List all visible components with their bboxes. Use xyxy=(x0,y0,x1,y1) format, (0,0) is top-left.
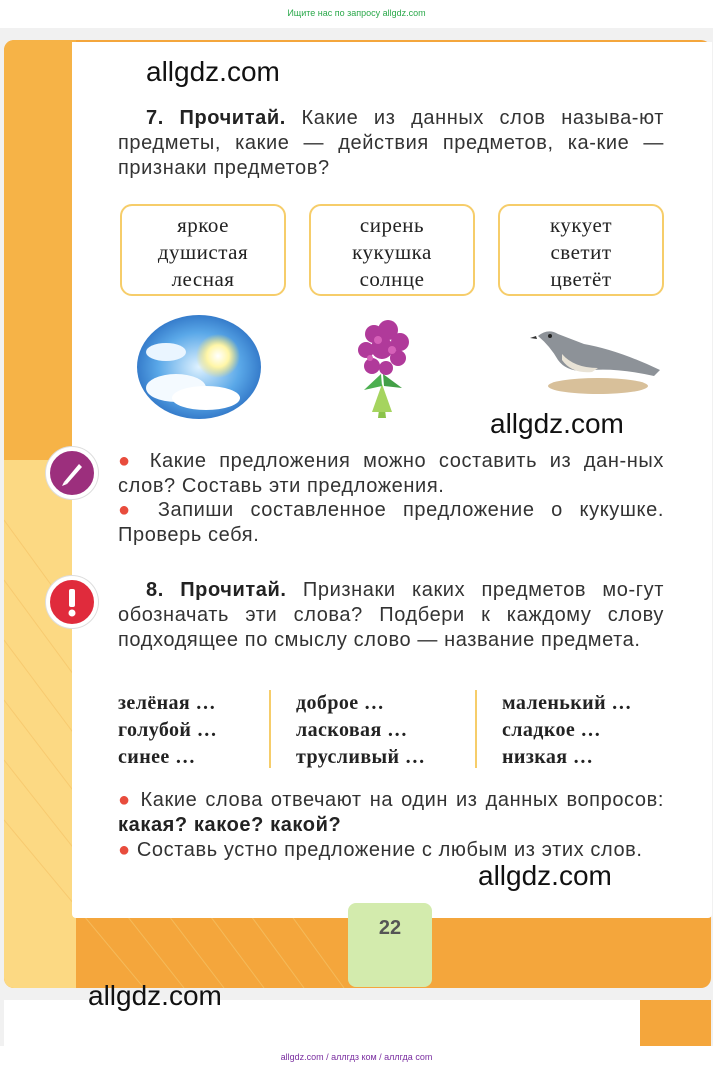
bullet-text: Какие слова отвечают на один из данных вопросов: xyxy=(140,789,664,811)
task8-question: Признаки каких предметов мо-гут обозначать эти слова? Подбери к каждому слову подходящее по смыслу слово — название предмета. xyxy=(118,579,664,651)
word-column-1 xyxy=(118,690,217,771)
word: солнце xyxy=(359,267,425,291)
word: зелёная … xyxy=(118,692,216,714)
word-column-3 xyxy=(502,690,632,771)
lilac-image xyxy=(352,314,414,418)
word: голубой … xyxy=(118,719,218,741)
word-box-3 xyxy=(498,204,664,296)
word: светит xyxy=(550,240,612,264)
watermark: allgdz.com xyxy=(146,56,280,87)
word: доброе … xyxy=(296,692,385,714)
bullet-dot: ● xyxy=(118,789,133,811)
bullet-dot: ● xyxy=(118,839,131,861)
bullet-dot: ● xyxy=(118,450,138,472)
word: синее … xyxy=(118,746,196,768)
sun-cloud-image xyxy=(136,312,262,422)
task8-number: 8. Прочитай. xyxy=(146,579,287,601)
footer-links[interactable]: allgdz.com / аллгдз ком / аллгда com xyxy=(0,1046,713,1072)
word: цветёт xyxy=(550,267,612,291)
bullet-text: Какие предложения можно составить из дан-ных слов? Составь эти предложения. xyxy=(118,450,664,497)
word-box-2 xyxy=(309,204,475,296)
word: кукушка xyxy=(352,240,432,264)
bullet-text: Запиши составленное предложение о кукушке. Проверь себя. xyxy=(118,499,664,546)
word: лесная xyxy=(171,267,235,291)
word: душистая xyxy=(157,240,249,264)
column-divider xyxy=(269,690,271,768)
bullet-questions: какая? какое? какой? xyxy=(118,814,342,836)
top-banner[interactable]: Ищите нас по запросу allgdz.com xyxy=(0,0,713,28)
pen-icon xyxy=(46,447,98,499)
task8-text xyxy=(118,578,664,653)
page-number: 22 xyxy=(348,903,432,987)
word-column-2 xyxy=(296,690,425,771)
task8-bullet-1 xyxy=(118,788,664,838)
task7-question: Какие из данных слов называ-ют предметы, какие — действия предметов, ка-кие — признаки предметов? xyxy=(118,107,664,179)
watermark: allgdz.com xyxy=(490,408,624,439)
watermark: allgdz.com xyxy=(478,860,612,891)
word: маленький … xyxy=(502,692,632,714)
word: яркое xyxy=(177,213,229,237)
task7-text xyxy=(118,106,664,181)
bullet-text: Составь устно предложение с любым из этих слов. xyxy=(136,839,643,861)
word: ласковая … xyxy=(296,719,408,741)
watermark: allgdz.com xyxy=(88,980,222,1011)
bullet-dot: ● xyxy=(118,499,142,521)
word: сирень xyxy=(359,213,425,237)
next-page-frame xyxy=(640,1000,711,1046)
cuckoo-image xyxy=(528,324,664,394)
exclamation-icon xyxy=(46,576,98,628)
task7-bullet-2 xyxy=(118,498,664,548)
word: сладкое … xyxy=(502,719,601,741)
word: низкая … xyxy=(502,746,594,768)
word-box-1 xyxy=(120,204,286,296)
word: трусливый … xyxy=(296,746,426,768)
task7-bullet-1 xyxy=(118,449,664,499)
column-divider xyxy=(475,690,477,768)
task7-number: 7. Прочитай. xyxy=(146,107,286,129)
word: кукует xyxy=(549,213,613,237)
